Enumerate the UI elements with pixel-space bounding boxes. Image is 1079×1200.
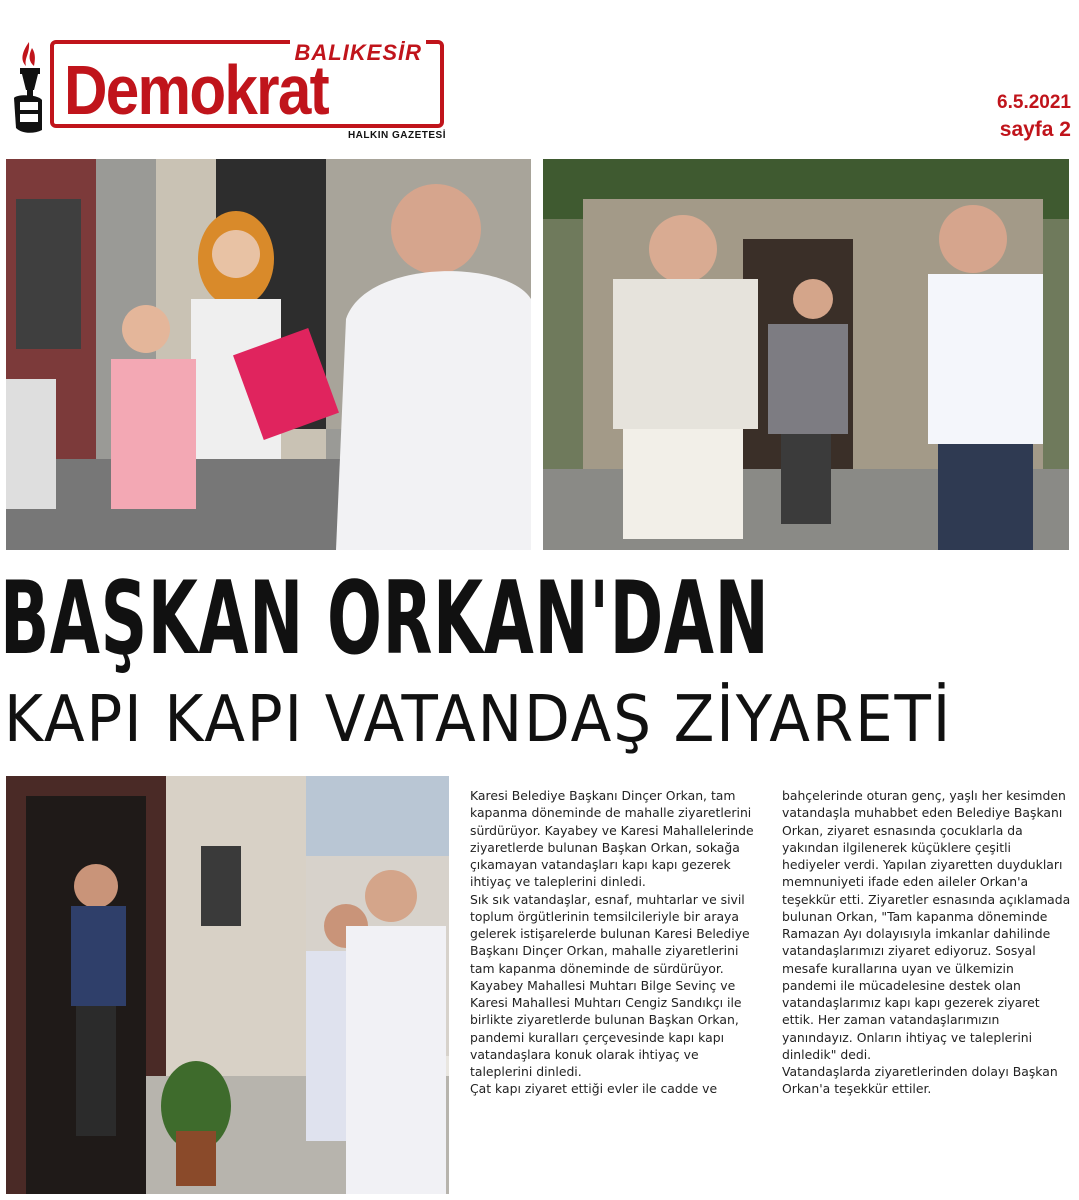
gift-giving-photo [6,159,531,550]
headline-title: BAŞKAN ORKAN'DAN [0,559,770,677]
article-paragraph: Sık sık vatandaşlar, esnaf, muhtarlar ve sivil toplum örgütlerinin temsilcileriyle bir araya gelerek istişarelerde bulunan Karesi Belediye Başkanı Dinçer Orkan, mahalle ziyaretlerini tam kapanma döneminde de sürdürüyor. Kayabey Mahallesi Muhtarı Bilge Sevinç ve Karesi Mahallesi Muhtarı Cengiz Sandıkçı ile birlikte ziyaretlerde bulunan Başkan Orkan, pandemi kuralları çerçevesinde kapı kapı vatandaşlara konuk olarak ihtiyaç ve taleplerini dinledi. [470,891,750,1079]
article-paragraph: bahçelerinde oturan genç, yaşlı her kesimden vatandaşla muhabbet eden Belediye Başkanı Orkan, ziyaret esnasında çocuklarla da yakından ilgilenerek küçüklere çeşitli hediyeler verdi. Yapılan ziyaretten duydukları memnuniyeti ifade eden aileler Orkan'a teşekkür etti. Ziyaretler esnasında açıklamada bulunan Orkan, "Tam kapanma döneminde Ramazan Ayı dolayısıyla imkanlar dahilinde vatandaşlarımızı ziyaret ediyoruz. Sosyal mesafe kurallarına uyan ve ülkemizin pandemi ile mücadelesine destek olan vatandaşlarımız kapı kapı gezerek ziyaret ettik. Her zaman vatandaşlarımızın yanındayız. Onların ihtiyaç ve taleplerini dinledik" dedi. [782,788,1071,1062]
article-column-1 [470,787,760,1098]
torch-icon [8,38,50,138]
article-paragraph: Çat kapı ziyaret ettiği evler ile cadde ve [470,1081,718,1097]
masthead-logo [8,30,448,140]
masthead-tagline: HALKIN GAZETESİ [347,130,446,141]
article-paragraph: Vatandaşlarda ziyaretlerinden dolayı Başkan Orkan'a teşekkür ettiler. [782,1064,1058,1097]
doorstep-visit-photo [543,159,1069,550]
page-number: sayfa 2 [999,118,1071,141]
logo-frame [50,40,444,128]
doorway-conversation-photo [6,776,449,1194]
issue-date: 6.5.2021 [997,92,1071,113]
masthead-city: BALIKESİR [290,40,426,66]
headline-subtitle: KAPI KAPI VATANDAŞ ZİYARETİ [4,683,953,757]
masthead-name: Demokrat [64,51,328,129]
article-column-2 [782,787,1072,1098]
article-paragraph: Karesi Belediye Başkanı Dinçer Orkan, tam kapanma döneminde de mahalle ziyaretlerini sürdürüyor. Kayabey ve Karesi Mahallelerinde ziyaretlerde bulunan Başkan Orkan, sokağa çıkamayan vatandaşları kapı kapı gezerek ihtiyaç ve taleplerini dinledi. [470,788,754,890]
